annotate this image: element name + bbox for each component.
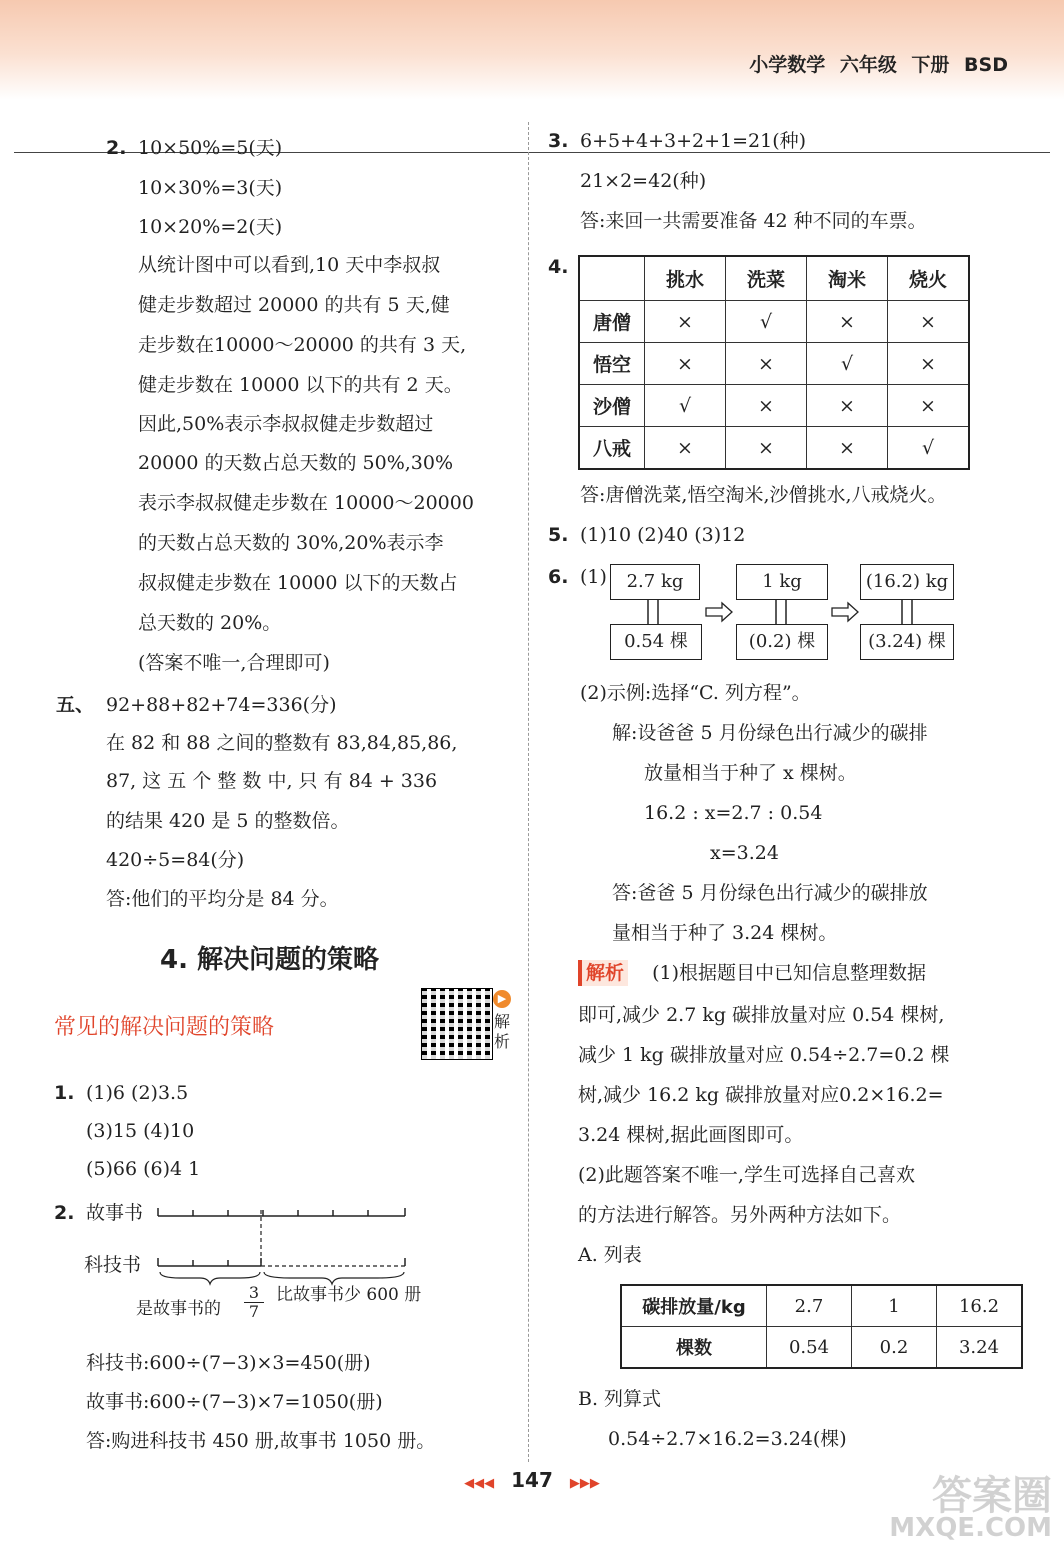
analysis-line: 减少 1 kg 碳排放量对应 0.54÷2.7=0.2 棵: [578, 1044, 950, 1066]
q2-line: 健走步数在 10000 以下的共有 2 天。: [138, 374, 463, 396]
table-cell: 16.2: [937, 1285, 1023, 1327]
table-row: [621, 1285, 1022, 1327]
q5-line: 420÷5=84(分): [106, 849, 245, 871]
q2-line: 因此,50%表示李叔叔健走步数超过: [138, 413, 434, 435]
table-cell: ×: [726, 427, 807, 470]
table-cell: 1: [852, 1285, 937, 1327]
q1-number: 1.: [54, 1082, 75, 1104]
r-q5-number: 5.: [548, 524, 569, 546]
q5-line: 92+88+82+74=336(分): [106, 694, 337, 716]
story-book-label: 故事书: [86, 1202, 144, 1224]
analysis-line: 树,减少 16.2 kg 碳排放量对应0.2×16.2=: [578, 1084, 944, 1106]
table-cell: ×: [645, 427, 726, 470]
line-segment-diagram: [150, 1196, 410, 1296]
fraction: [244, 1284, 264, 1321]
r-q4-answer: 答:唐僧洗菜,悟空淘米,沙僧挑水,八戒烧火。: [580, 484, 947, 506]
r-q3-line: 答:来回一共需要准备 42 种不同的车票。: [580, 210, 927, 232]
table-cell: ×: [726, 385, 807, 427]
r-q6-line: 答:爸爸 5 月份绿色出行减少的碳排放: [612, 882, 928, 904]
analysis-line: (1)根据题目中已知信息整理数据: [652, 962, 926, 984]
subsection-title: 常见的解决问题的策略: [54, 1015, 275, 1040]
analysis-line: 3.24 棵树,据此画图即可。: [578, 1124, 804, 1146]
analysis-line: A. 列表: [578, 1244, 642, 1266]
r-q3-line: 21×2=42(种): [580, 170, 707, 192]
r-q3-number: 3.: [548, 130, 569, 152]
q2-line: 20000 的天数占总天数的 50%,30%: [138, 452, 454, 474]
fraction-denominator: 7: [248, 1302, 260, 1321]
table-header-cell: 洗菜: [726, 256, 807, 301]
table-row: [579, 385, 969, 427]
table-row: [579, 427, 969, 470]
header-title: 小学数学 六年级 下册 BSD: [749, 54, 1008, 76]
analysis-line: 的方法进行解答。另外两种方法如下。: [578, 1204, 902, 1226]
sci-book-label: 科技书: [84, 1254, 142, 1276]
table-cell: √: [726, 301, 807, 343]
table-cell: ×: [888, 343, 970, 385]
r-q6-line: x=3.24: [710, 842, 779, 864]
r-q6-line: 量相当于种了 3.24 棵树。: [612, 922, 838, 944]
method-b-label: B. 列算式: [578, 1388, 662, 1410]
table-cell: ×: [726, 343, 807, 385]
table-cell: 0.54: [767, 1327, 852, 1369]
analysis-line: (2)此题答案不唯一,学生可选择自己喜欢: [578, 1164, 915, 1186]
fraction-numerator: 3: [244, 1284, 264, 1303]
table-cell: ×: [807, 385, 888, 427]
r-q6-line: 16.2 : x=2.7 : 0.54: [644, 802, 823, 824]
q2b-line: 故事书:600÷(7−3)×7=1050(册): [86, 1391, 383, 1413]
chores-table: [578, 255, 970, 470]
table-cell: 碳排放量/kg: [621, 1285, 767, 1327]
table-cell: ×: [645, 301, 726, 343]
q2-line: 10×50%=5(天): [138, 137, 283, 159]
q2-number: 2.: [106, 137, 127, 159]
table-cell: 3.24: [937, 1327, 1023, 1369]
table-row: [579, 343, 969, 385]
q5-line: 在 82 和 88 之间的整数有 83,84,85,86,: [106, 732, 458, 754]
column-divider: [528, 122, 529, 1462]
r-q6-part1: (1): [580, 566, 607, 588]
q1-line: (1)6 (2)3.5: [86, 1082, 189, 1104]
diagram-box-bottom: 0.54 棵: [610, 624, 702, 660]
section-title: 4. 解决问题的策略: [160, 945, 380, 975]
table-cell: ×: [888, 301, 970, 343]
method-a-table: [620, 1284, 1023, 1369]
qr-label: 解析: [494, 1012, 511, 1051]
table-cell: 2.7: [767, 1285, 852, 1327]
table-row: [579, 301, 969, 343]
r-q3-line: 6+5+4+3+2+1=21(种): [580, 130, 807, 152]
watermark: [889, 1473, 1052, 1543]
table-cell: √: [888, 427, 970, 470]
table-cell: ×: [807, 301, 888, 343]
q2-line: 健走步数超过 20000 的共有 5 天,健: [138, 294, 450, 316]
watermark-line: MXQE.COM: [889, 1513, 1052, 1543]
table-cell: 沙僧: [579, 385, 645, 427]
q5-line: 的结果 420 是 5 的整数倍。: [106, 810, 350, 832]
table-header-cell: [579, 256, 645, 301]
table-header-row: [579, 256, 969, 301]
q1-line: (5)66 (6)4 1: [86, 1158, 201, 1180]
r-q6-line: 解:设爸爸 5 月份绿色出行减少的碳排: [612, 722, 928, 744]
diagram-box-bottom: (3.24) 棵: [860, 624, 954, 660]
analysis-line: 即可,减少 2.7 kg 碳排放量对应 0.54 棵树,: [578, 1004, 945, 1026]
table-cell: 棵数: [621, 1327, 767, 1369]
table-header-cell: 烧火: [888, 256, 970, 301]
table-cell: 悟空: [579, 343, 645, 385]
table-cell: 八戒: [579, 427, 645, 470]
table-cell: √: [807, 343, 888, 385]
analysis-tag: 解析: [578, 960, 628, 986]
less-than-text: 比故事书少 600 册: [276, 1285, 422, 1305]
table-cell: 0.2: [852, 1327, 937, 1369]
table-cell: 唐僧: [579, 301, 645, 343]
diagram-box-bottom: (0.2) 棵: [736, 624, 828, 660]
watermark-line: 答案圈: [932, 1473, 1052, 1519]
table-cell: √: [645, 385, 726, 427]
q5-line: 87, 这 五 个 整 数 中, 只 有 84 + 336: [106, 770, 438, 792]
q2-line: 走步数在10000～20000 的共有 3 天,: [138, 334, 467, 356]
diagram-box-top: (16.2) kg: [860, 564, 954, 600]
r-q6-line: 放量相当于种了 x 棵树。: [644, 762, 857, 784]
analysis-first-line: [578, 960, 926, 986]
table-row: [621, 1327, 1022, 1369]
q2-line: (答案不唯一,合理即可): [138, 652, 330, 674]
q5-number: 五、: [56, 694, 95, 716]
q2-line: 表示李叔叔健走步数在 10000～20000: [138, 492, 474, 514]
left-arrows-icon: ◀◀◀: [464, 1476, 495, 1491]
diagram-box-top: 2.7 kg: [610, 564, 700, 600]
q1-line: (3)15 (4)10: [86, 1120, 195, 1142]
q5-line: 答:他们的平均分是 84 分。: [106, 888, 339, 910]
r-q6-line: (2)示例:选择“C. 列方程”。: [580, 682, 811, 704]
play-icon: ▶: [493, 990, 511, 1008]
q2b-number: 2.: [54, 1202, 75, 1224]
q2b-line: 答:购进科技书 450 册,故事书 1050 册。: [86, 1430, 436, 1452]
diagram-box-top: 1 kg: [736, 564, 828, 600]
page-number: 147: [511, 1468, 553, 1492]
r-q6-number: 6.: [548, 566, 569, 588]
q2-line: 总天数的 20%。: [138, 612, 282, 634]
q2-line: 叔叔健走步数在 10000 以下的天数占: [138, 572, 458, 594]
table-cell: ×: [888, 385, 970, 427]
table-header-cell: 淘米: [807, 256, 888, 301]
method-b-line: 0.54÷2.7×16.2=3.24(棵): [608, 1428, 847, 1450]
q2-line: 10×20%=2(天): [138, 216, 283, 238]
table-cell: ×: [645, 343, 726, 385]
q2-line: 的天数占总天数的 30%,20%表示李: [138, 532, 444, 554]
qr-code[interactable]: [421, 988, 493, 1060]
q2-line: 10×30%=3(天): [138, 177, 283, 199]
r-q4-number: 4.: [548, 256, 569, 278]
r-q5-text: (1)10 (2)40 (3)12: [580, 524, 746, 546]
q2-line: 从统计图中可以看到,10 天中李叔叔: [138, 254, 441, 276]
fraction-prefix: 是故事书的: [136, 1299, 221, 1319]
right-arrows-icon: ▶▶▶: [569, 1476, 600, 1491]
q2b-line: 科技书:600÷(7−3)×3=450(册): [86, 1352, 371, 1374]
table-cell: ×: [807, 427, 888, 470]
table-header-cell: 挑水: [645, 256, 726, 301]
